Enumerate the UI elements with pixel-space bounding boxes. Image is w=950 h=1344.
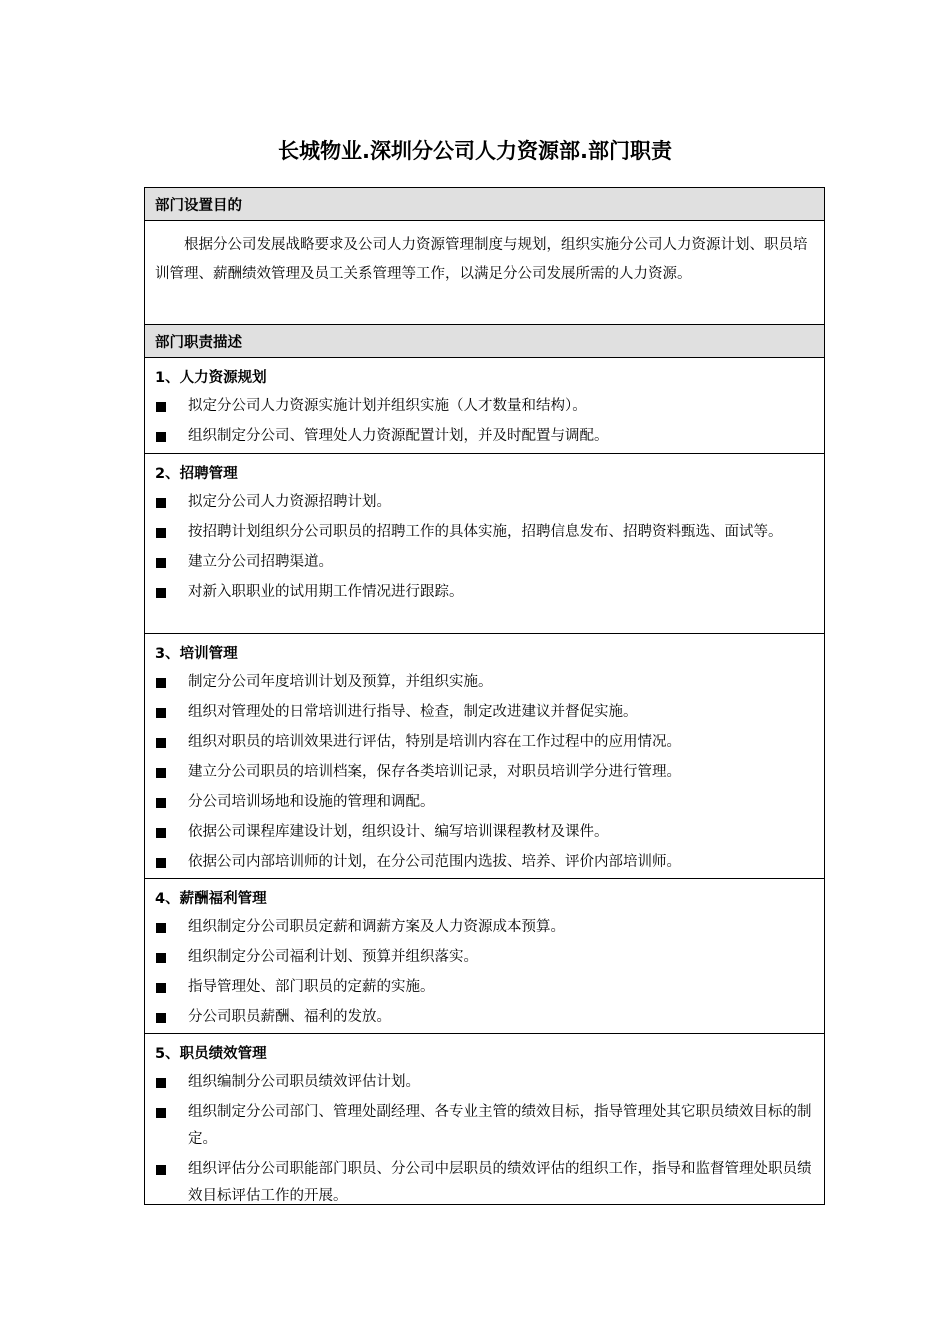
list-item-text: 组织对管理处的日常培训进行指导、检查，制定改进建议并督促实施。 bbox=[188, 704, 638, 720]
square-bullet-icon bbox=[156, 432, 166, 442]
section-title: 5、职员绩效管理 bbox=[155, 1046, 267, 1062]
list-item-text: 分公司培训场地和设施的管理和调配。 bbox=[188, 794, 435, 810]
section-title: 3、培训管理 bbox=[155, 646, 238, 662]
list-item-text: 建立分公司职员的培训档案，保存各类培训记录，对职员培训学分进行管理。 bbox=[188, 764, 681, 780]
duties-sections bbox=[145, 358, 824, 1204]
list-item-text: 组织评估分公司职能部门职员、分公司中层职员的绩效评估的组织工作，指导和监督管理处职员绩效目标评估工作的开展。 bbox=[188, 1161, 812, 1204]
square-bullet-icon bbox=[156, 798, 166, 808]
list-item bbox=[155, 729, 816, 756]
square-bullet-icon bbox=[156, 678, 166, 688]
list-item bbox=[155, 393, 816, 420]
list-item bbox=[155, 759, 816, 786]
list-item bbox=[155, 1099, 816, 1153]
list-item-text: 组织制定分公司福利计划、预算并组织落实。 bbox=[188, 949, 478, 965]
duty-section bbox=[145, 454, 824, 634]
list-item bbox=[155, 1156, 816, 1210]
square-bullet-icon bbox=[156, 498, 166, 508]
list-item-text: 拟定分公司人力资源招聘计划。 bbox=[188, 494, 391, 510]
square-bullet-icon bbox=[156, 528, 166, 538]
list-item-text: 组织对职员的培训效果进行评估，特别是培训内容在工作过程中的应用情况。 bbox=[188, 734, 681, 750]
square-bullet-icon bbox=[156, 1165, 166, 1175]
list-item bbox=[155, 974, 816, 1001]
list-item bbox=[155, 699, 816, 726]
list-item-text: 制定分公司年度培训计划及预算，并组织实施。 bbox=[188, 674, 493, 690]
square-bullet-icon bbox=[156, 983, 166, 993]
duties-header: 部门职责描述 bbox=[145, 325, 824, 358]
square-bullet-icon bbox=[156, 738, 166, 748]
list-item-text: 依据公司内部培训师的计划，在分公司范围内选拔、培养、评价内部培训师。 bbox=[188, 854, 681, 870]
list-item bbox=[155, 914, 816, 941]
duty-section bbox=[145, 879, 824, 1034]
list-item-text: 组织制定分公司、管理处人力资源配置计划，并及时配置与调配。 bbox=[188, 428, 609, 444]
list-item bbox=[155, 944, 816, 971]
square-bullet-icon bbox=[156, 558, 166, 568]
section-title: 1、人力资源规划 bbox=[155, 370, 267, 386]
square-bullet-icon bbox=[156, 953, 166, 963]
list-item-text: 建立分公司招聘渠道。 bbox=[188, 554, 333, 570]
square-bullet-icon bbox=[156, 768, 166, 778]
list-item bbox=[155, 819, 816, 846]
list-item-text: 按招聘计划组织分公司职员的招聘工作的具体实施，招聘信息发布、招聘资料甄选、面试等。 bbox=[188, 524, 783, 540]
purpose-header: 部门设置目的 bbox=[145, 188, 824, 221]
square-bullet-icon bbox=[156, 828, 166, 838]
duties-table bbox=[144, 187, 825, 1205]
section-title: 2、招聘管理 bbox=[155, 466, 238, 482]
purpose-text: 根据分公司发展战略要求及公司人力资源管理制度与规划，组织实施分公司人力资源计划、职员培训管理、薪酬绩效管理及员工关系管理等工作，以满足分公司发展所需的人力资源。 bbox=[145, 221, 824, 325]
duty-section bbox=[145, 1034, 824, 1204]
list-item bbox=[155, 789, 816, 816]
duty-section bbox=[145, 634, 824, 879]
document-title: 长城物业.深圳分公司人力资源部.部门职责 bbox=[278, 139, 672, 163]
square-bullet-icon bbox=[156, 858, 166, 868]
list-item-text: 组织制定分公司职员定薪和调薪方案及人力资源成本预算。 bbox=[188, 919, 565, 935]
square-bullet-icon bbox=[156, 1108, 166, 1118]
duty-section bbox=[145, 358, 824, 454]
list-item-text: 指导管理处、部门职员的定薪的实施。 bbox=[188, 979, 435, 995]
list-item bbox=[155, 1069, 816, 1096]
list-item-text: 拟定分公司人力资源实施计划并组织实施（人才数量和结构）。 bbox=[188, 398, 587, 414]
list-item bbox=[155, 669, 816, 696]
list-item bbox=[155, 549, 816, 576]
list-item bbox=[155, 1004, 816, 1031]
square-bullet-icon bbox=[156, 1078, 166, 1088]
square-bullet-icon bbox=[156, 1013, 166, 1023]
square-bullet-icon bbox=[156, 588, 166, 598]
list-item-text: 分公司职员薪酬、福利的发放。 bbox=[188, 1009, 391, 1025]
list-item bbox=[155, 849, 816, 876]
list-item bbox=[155, 579, 816, 606]
list-item bbox=[155, 489, 816, 516]
list-item-text: 组织编制分公司职员绩效评估计划。 bbox=[188, 1074, 420, 1090]
square-bullet-icon bbox=[156, 923, 166, 933]
list-item-text: 对新入职职业的试用期工作情况进行跟踪。 bbox=[188, 584, 464, 600]
section-title: 4、薪酬福利管理 bbox=[155, 891, 267, 907]
list-item-text: 组织制定分公司部门、管理处副经理、各专业主管的绩效目标，指导管理处其它职员绩效目标的制定。 bbox=[188, 1104, 812, 1147]
list-item bbox=[155, 423, 816, 450]
list-item-text: 依据公司课程库建设计划，组织设计、编写培训课程教材及课件。 bbox=[188, 824, 609, 840]
square-bullet-icon bbox=[156, 708, 166, 718]
square-bullet-icon bbox=[156, 402, 166, 412]
list-item bbox=[155, 519, 816, 546]
